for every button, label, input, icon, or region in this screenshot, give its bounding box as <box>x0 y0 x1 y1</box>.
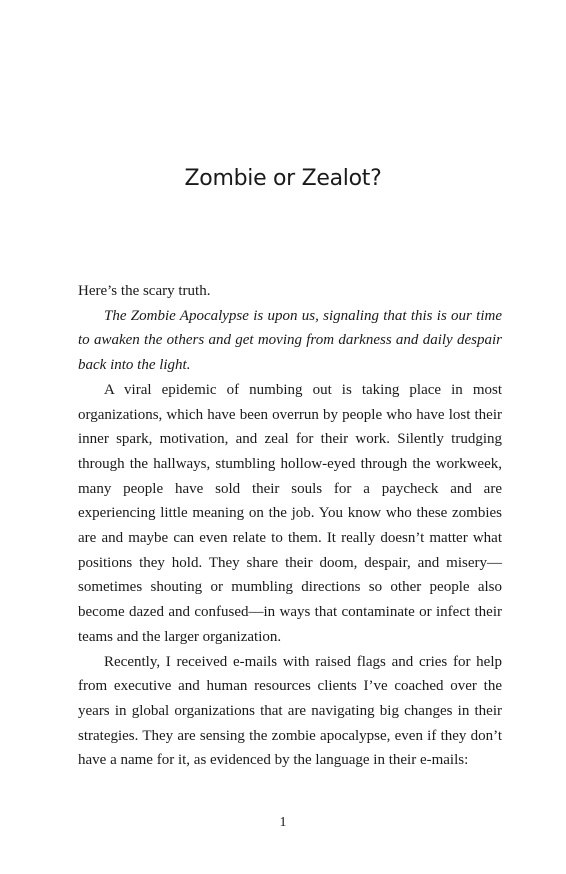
chapter-title: Zombie or Zealot? <box>184 166 382 191</box>
paragraph-emails: Recently, I received e-mails with raised flags and cries for help from executive and human resources clients I’ve coached over the years in global organizations that are navigating big changes in their strategies. They are sensing the zombie apocalypse, even if they don’t have a name for it, as evidenced by the language in their e-mails: <box>78 653 502 769</box>
paragraph-italic-intro: The Zombie Apocalypse is upon us, signaling that this is our time to awaken the others and get moving from darkness and daily despair back into the light. <box>78 307 502 374</box>
paragraph-opening: Here’s the scary truth. <box>78 283 211 299</box>
body-text <box>78 279 502 773</box>
page-number: 1 <box>279 815 287 830</box>
paragraph-epidemic: A viral epidemic of numbing out is taking place in most organizations, which have been overrun by people who have lost their inner spark, motivation, and zeal for their work. Silently trudging through the hallways, stumbling hollow-eyed through the workweek, many people have sold their souls for a paycheck and are experiencing little meaning on the job. You know who these zombies are and maybe can even relate to them. It really doesn’t matter what positions they hold. They share their doom, despair, and misery—sometimes shouting or mumbling directions so other people also become dazed and confused—in ways that contaminate or infect their teams and the larger organization. <box>78 381 502 645</box>
